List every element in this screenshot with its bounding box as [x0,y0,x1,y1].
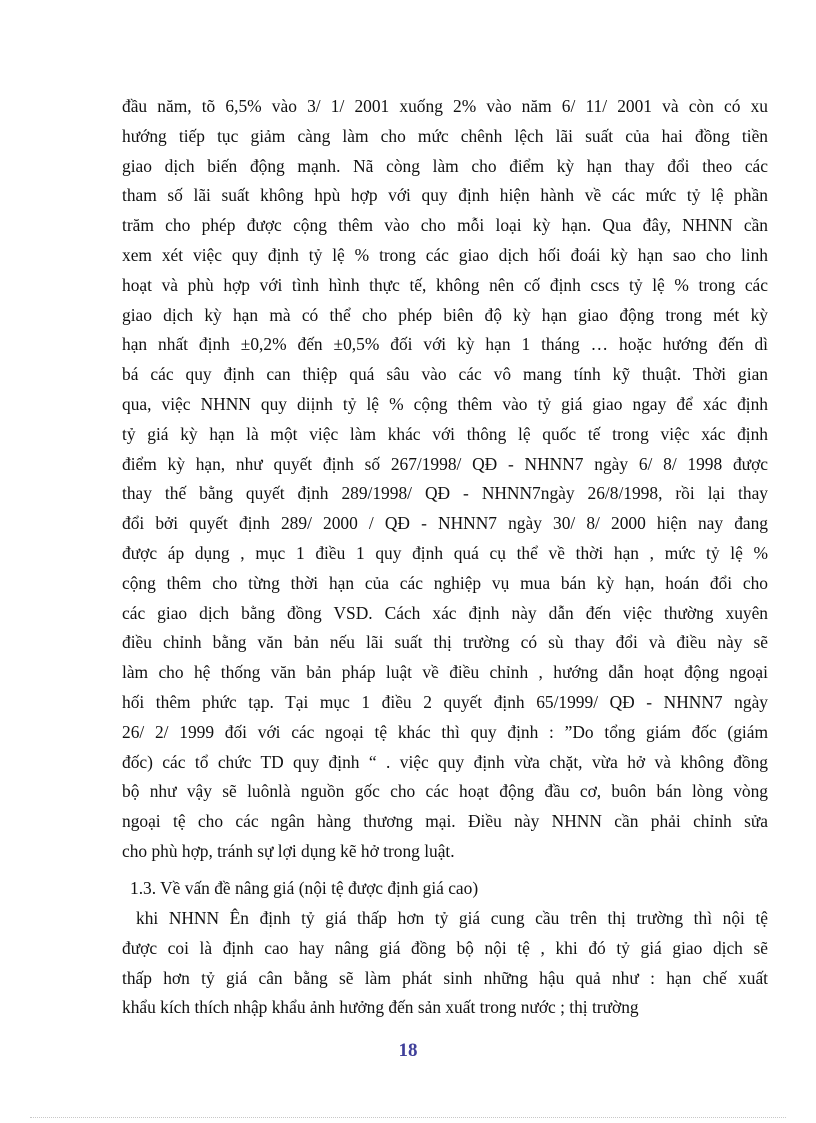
text-line: làm cho hệ thống văn bản pháp luật về điều chỉnh , hướng dẫn hoạt động ngoại [122,662,768,683]
text-line: bộ như vậy sẽ luônlà nguồn gốc cho các hoạt động đầu cơ, buôn bán lòng vòng [122,781,768,802]
body-paragraph-1 [122,92,768,867]
footer-divider [30,1117,786,1118]
text-line: khi NHNN Ên định tỷ giá thấp hơn tỷ giá cung cầu trên thị trường thì nội tệ [136,908,768,928]
text-line: giao dịch kỳ hạn mà có thể cho phép biên độ kỳ hạn giao động trong mét kỳ [122,304,768,325]
text-line: điểm kỳ hạn, như quyết định số 267/1998/ QĐ - NHNN7 ngày 6/ 8/ 1998 được [122,453,768,474]
text-line: được coi là định cao hay nâng giá đồng bộ nội tệ , khi đó tỷ giá giao dịch sẽ [122,937,768,958]
text-line: điều chỉnh bằng văn bản nếu lãi suất thị trường có sù thay đổi và điều này sẽ [122,632,768,653]
text-line: tham số lãi suất không hpù hợp với quy định hiện hành về các mức tỷ lệ phần [122,185,768,206]
text-line: tỷ giá kỳ hạn là một việc làm khác với thông lệ quốc tế trong việc xác định [122,423,768,444]
text-line: cho phù hợp, tránh sự lợi dụng kẽ hở trong luật. [122,840,455,861]
text-line: thay thế bằng quyết định 289/1998/ QĐ - NHNN7ngày 26/8/1998, rồi lại thay [122,483,768,504]
text-line: hướng tiếp tục giảm càng làm cho mức chênh lệch lãi suất của hai đồng tiền [122,125,768,146]
section-heading: 1.3. Về vấn đề nâng giá (nội tệ được định giá cao) [130,878,479,898]
text-line: đổi bởi quyết định 289/ 2000 / QĐ - NHNN7 ngày 30/ 8/ 2000 hiện nay đang [122,513,768,534]
text-line: trăm cho phép được cộng thêm vào cho mỗi loại kỳ hạn. Qua đây, NHNN cần [122,215,768,236]
text-line: xem xét việc quy định tỷ lệ % trong các giao dịch hối đoái kỳ hạn sao cho linh [122,244,768,265]
text-line: 26/ 2/ 1999 đối với các ngoại tệ khác thì quy định : ”Do tổng giám đốc (giám [122,721,768,742]
body-paragraph-2 [122,904,768,1023]
page-number: 18 [398,1040,418,1061]
text-line: đầu năm, tõ 6,5% vào 3/ 1/ 2001 xuống 2% vào năm 6/ 11/ 2001 và còn có xu [122,96,768,116]
text-line: bá các quy định can thiệp quá sâu vào các vô mang tính kỹ thuật. Thời gian [122,364,768,385]
text-line: được áp dụng , mục 1 điều 1 quy định quá cụ thể về thời hạn , mức tỷ lệ % [122,542,768,563]
text-line: hoạt và phù hợp với tình hình thực tế, không nên cố định cscs tỷ lệ % trong các [122,274,768,295]
text-line: qua, việc NHNN quy diịnh tỷ lệ % cộng thêm vào tỷ giá giao ngay để xác định [122,393,768,414]
text-line: cộng thêm cho từng thời hạn của các nghiệp vụ mua bán kỳ hạn, hoán đổi cho [122,572,768,593]
text-line: thấp hơn tỷ giá cân bằng sẽ làm phát sinh những hậu quả như : hạn chế xuất [122,967,768,988]
text-line: đốc) các tổ chức TD quy định “ . việc quy định vừa chặt, vừa hở và không đồng [122,751,768,772]
text-line: ngoại tệ cho các ngân hàng thương mại. Điều này NHNN cần phải chỉnh sửa [122,811,768,832]
text-line: hối thêm phức tạp. Tại mục 1 điều 2 quyết định 65/1999/ QĐ - NHNN7 ngày [122,691,768,712]
text-line: khẩu kích thích nhập khẩu ảnh hưởng đến sản xuất trong nước ; thị trường [122,997,639,1018]
text-line: giao dịch biến động mạnh. Nã còng làm cho điểm kỳ hạn thay đổi theo các [122,155,768,176]
text-line: hạn nhất định ±0,2% đến ±0,5% đối với kỳ hạn 1 tháng … hoặc hướng đến dì [122,334,768,355]
text-line: các giao dịch bằng đồng VSD. Cách xác định này dẫn đến việc thường xuyên [122,602,768,623]
